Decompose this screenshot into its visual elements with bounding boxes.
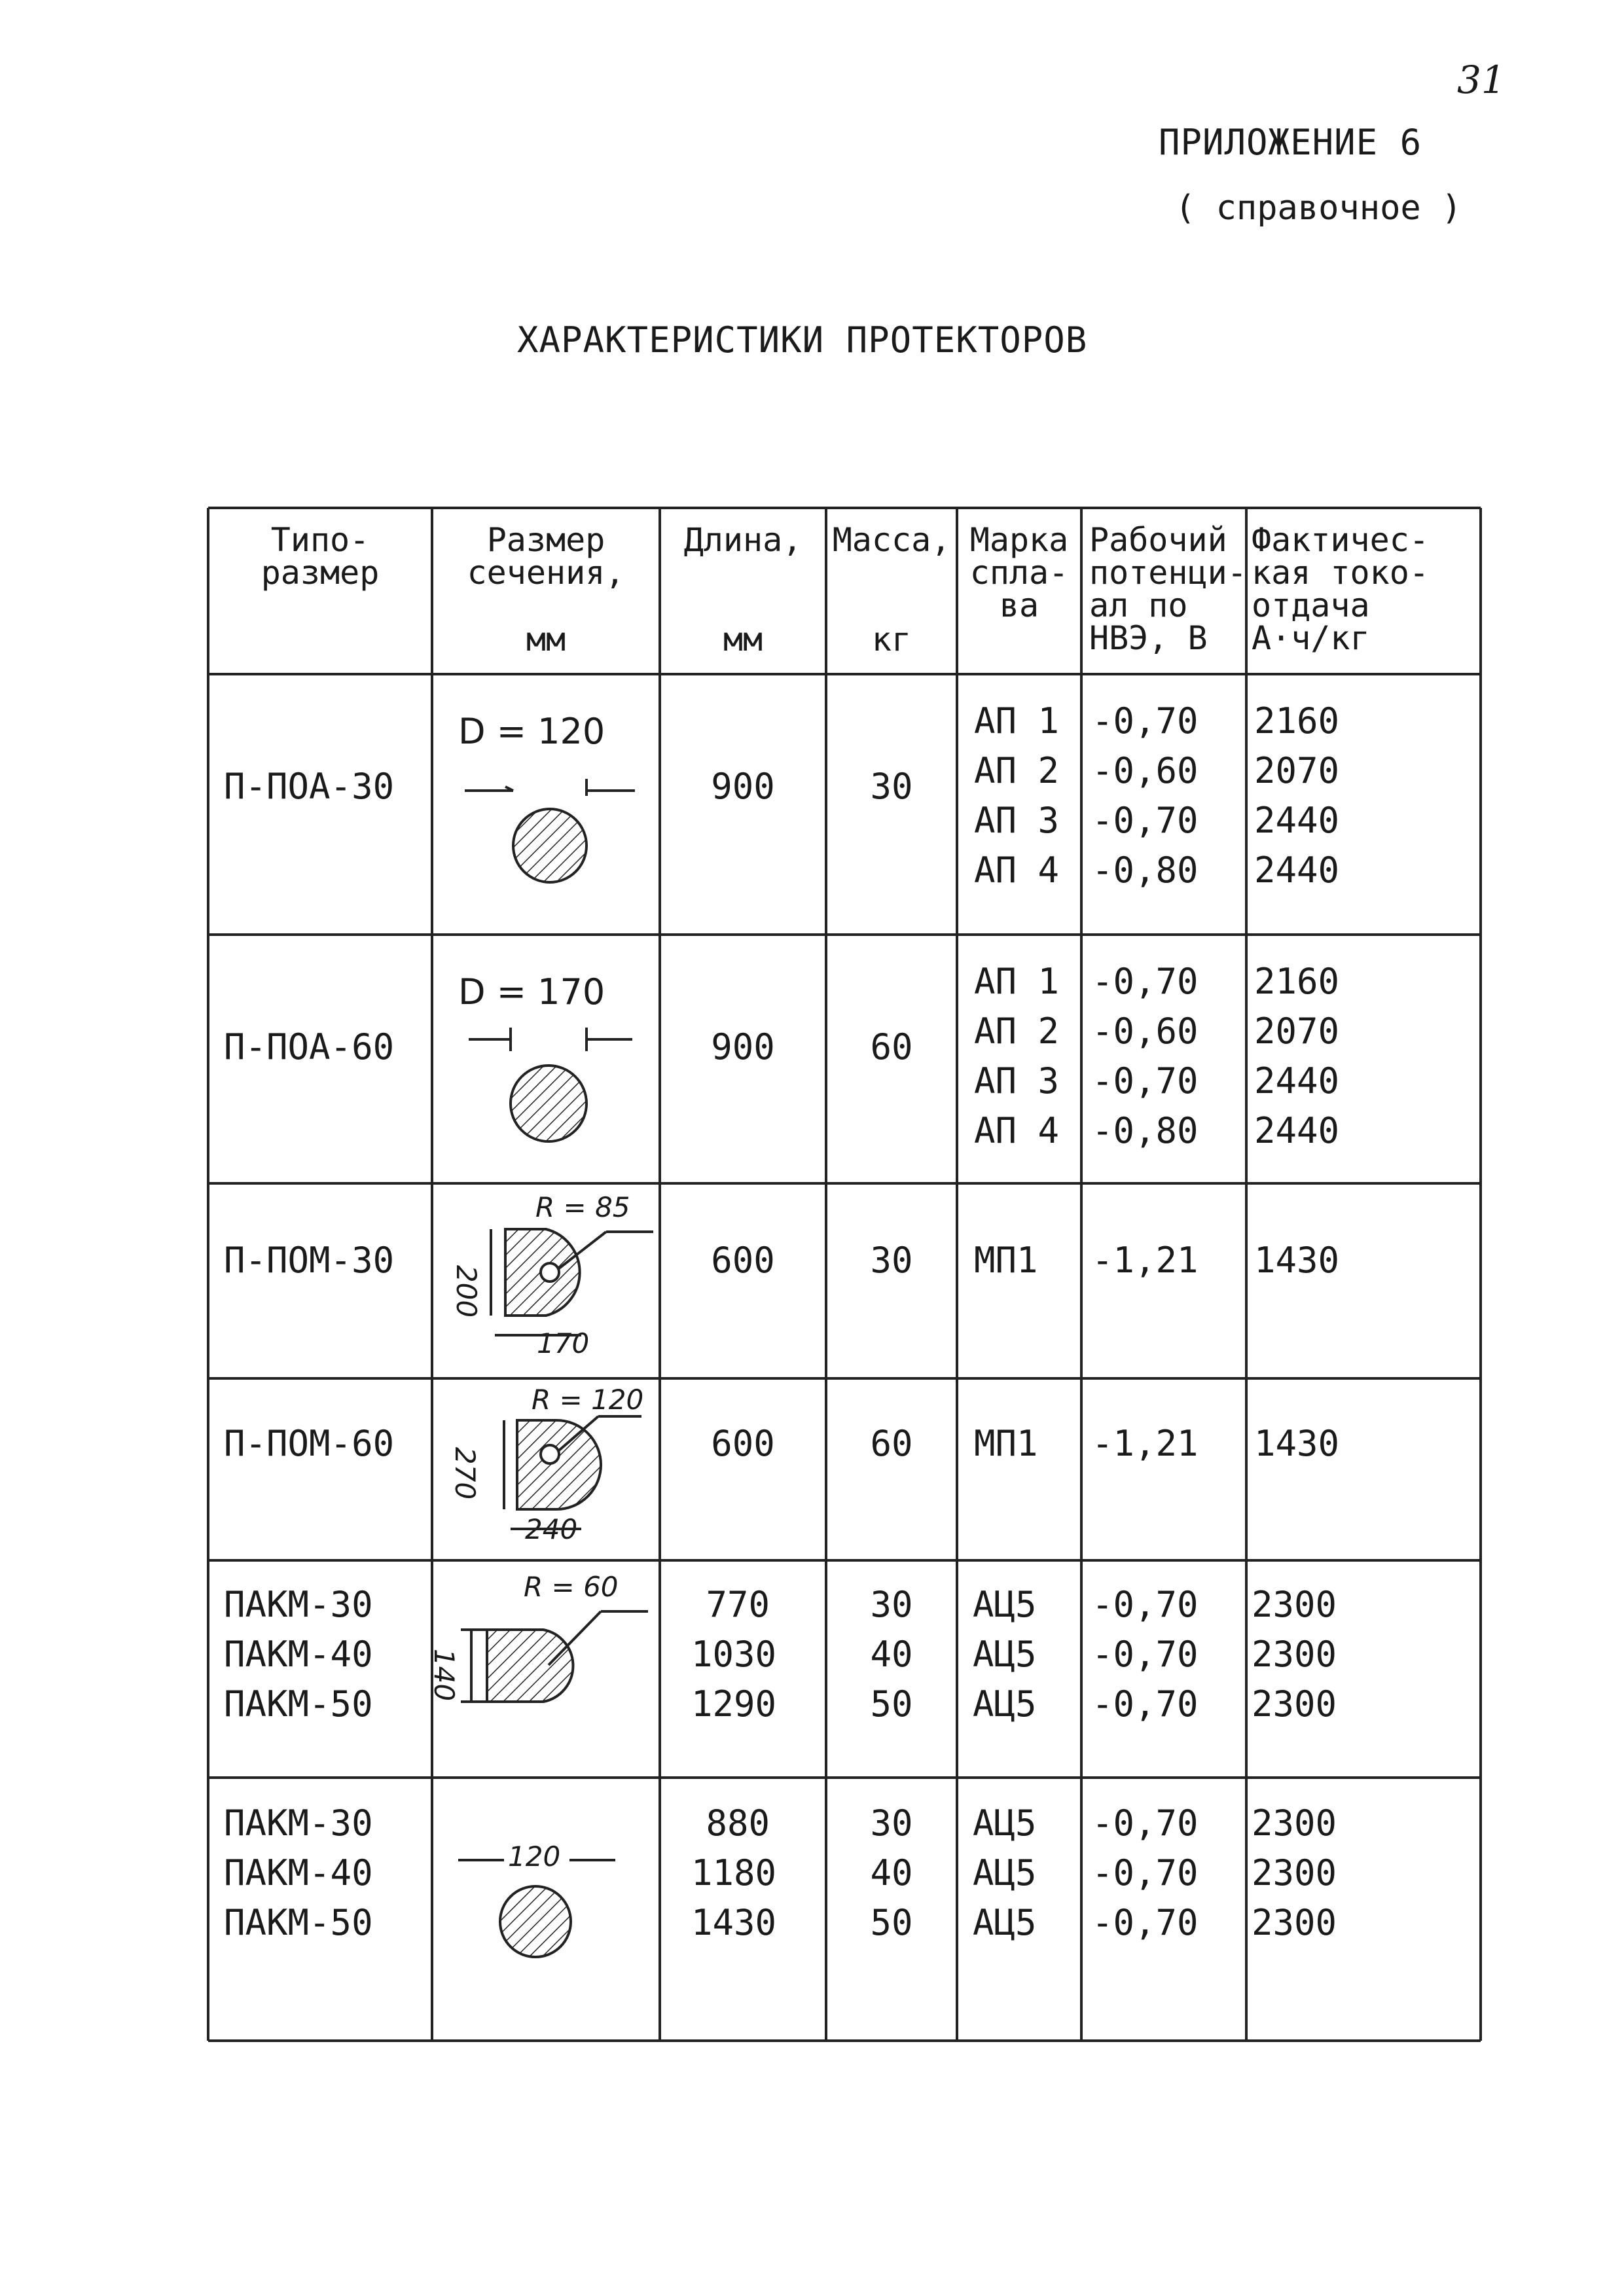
- row4-alloy: МП1: [974, 1423, 1038, 1464]
- row1-potential: -0,70 -0,60 -0,70 -0,80: [1092, 700, 1199, 891]
- header-length-unit: мм: [723, 620, 763, 658]
- appendix-title: ПРИЛОЖЕНИЕ 6: [1159, 122, 1422, 163]
- row3-length: 600: [711, 1240, 775, 1281]
- row5-alloy: АЦ5 АЦ5 АЦ5: [973, 1584, 1037, 1725]
- row5-current: 2300 2300 2300: [1252, 1584, 1337, 1725]
- row3-type: П-ПОМ-30: [224, 1240, 395, 1281]
- row2-type: П-ПОА-60: [224, 1026, 395, 1067]
- row1-alloy: АП 1 АП 2 АП 3 АП 4: [974, 700, 1060, 891]
- row2-mass: 60: [870, 1026, 913, 1067]
- row3-height-label: 200: [450, 1265, 483, 1318]
- row4-segment-section-sketch: [478, 1407, 655, 1538]
- row4-radius-label: R = 120: [532, 1384, 644, 1416]
- row2-length: 900: [711, 1026, 775, 1067]
- row4-length: 600: [711, 1423, 775, 1464]
- row5-radius-label: R = 60: [524, 1571, 619, 1603]
- row3-segment-section-sketch: [478, 1217, 655, 1348]
- header-section: Размер сечения,: [467, 521, 625, 592]
- row1-section-label: D = 120: [458, 711, 605, 752]
- row1-mass: 30: [870, 766, 913, 807]
- row2-current: 2160 2070 2440 2440: [1254, 961, 1340, 1151]
- row2-section-label: D = 170: [458, 971, 605, 1013]
- row6-type: ПАКМ-30 ПАКМ-40 ПАКМ-50: [224, 1803, 373, 1943]
- header-mass: Масса,: [832, 521, 951, 559]
- row3-width-label: 170: [537, 1327, 590, 1359]
- row6-round-section-sketch: [452, 1852, 635, 1970]
- row3-mass: 30: [870, 1240, 913, 1281]
- row4-height-label: 270: [449, 1446, 482, 1500]
- row5-height-label: 140: [428, 1648, 461, 1702]
- row5-potential: -0,70 -0,70 -0,70: [1092, 1584, 1199, 1725]
- row3-alloy: МП1: [974, 1240, 1038, 1281]
- row6-length: 880 1180 1430: [691, 1803, 777, 1943]
- header-section-unit: мм: [526, 620, 566, 658]
- row3-current: 1430: [1254, 1240, 1340, 1281]
- row4-current: 1430: [1254, 1423, 1340, 1464]
- row5-mass: 30 40 50: [870, 1584, 913, 1725]
- row3-radius-label: R = 85: [535, 1191, 630, 1223]
- row2-alloy: АП 1 АП 2 АП 3 АП 4: [974, 961, 1060, 1151]
- row2-round-section-sketch: [458, 1021, 641, 1152]
- header-alloy: Марка спла- ва: [969, 521, 1069, 624]
- page-number: 31: [1457, 58, 1506, 102]
- row6-diameter-label: 120: [508, 1840, 561, 1873]
- header-length: Длина,: [683, 521, 803, 559]
- header-potential: Рабочий потенци- ал по НВЭ, В: [1089, 521, 1247, 657]
- row4-type: П-ПОМ-60: [224, 1423, 395, 1464]
- appendix-note: ( справочное ): [1175, 188, 1462, 228]
- header-mass-unit: кг: [871, 620, 912, 658]
- row4-width-label: 240: [525, 1513, 578, 1545]
- document-title: ХАРАКТЕРИСТИКИ ПРОТЕКТОРОВ: [517, 319, 1088, 361]
- row1-round-section-sketch: [458, 772, 641, 890]
- row5-segment-section-sketch: [452, 1597, 655, 1721]
- header-type: Типо- размер: [261, 521, 380, 592]
- row6-potential: -0,70 -0,70 -0,70: [1092, 1803, 1199, 1943]
- row5-length: 770 1030 1290: [691, 1584, 777, 1725]
- row2-potential: -0,70 -0,60 -0,70 -0,80: [1092, 961, 1199, 1151]
- row1-type: П-ПОА-30: [224, 766, 395, 807]
- row6-mass: 30 40 50: [870, 1803, 913, 1943]
- row1-length: 900: [711, 766, 775, 807]
- row1-current: 2160 2070 2440 2440: [1254, 700, 1340, 891]
- row6-current: 2300 2300 2300: [1252, 1803, 1337, 1943]
- row4-potential: -1,21: [1092, 1423, 1199, 1464]
- row3-potential: -1,21: [1092, 1240, 1199, 1281]
- row5-type: ПАКМ-30 ПАКМ-40 ПАКМ-50: [224, 1584, 373, 1725]
- row4-mass: 60: [870, 1423, 913, 1464]
- row6-alloy: АЦ5 АЦ5 АЦ5: [973, 1803, 1037, 1943]
- header-current: Фактичес- кая токо- отдача А·ч/кг: [1252, 521, 1429, 657]
